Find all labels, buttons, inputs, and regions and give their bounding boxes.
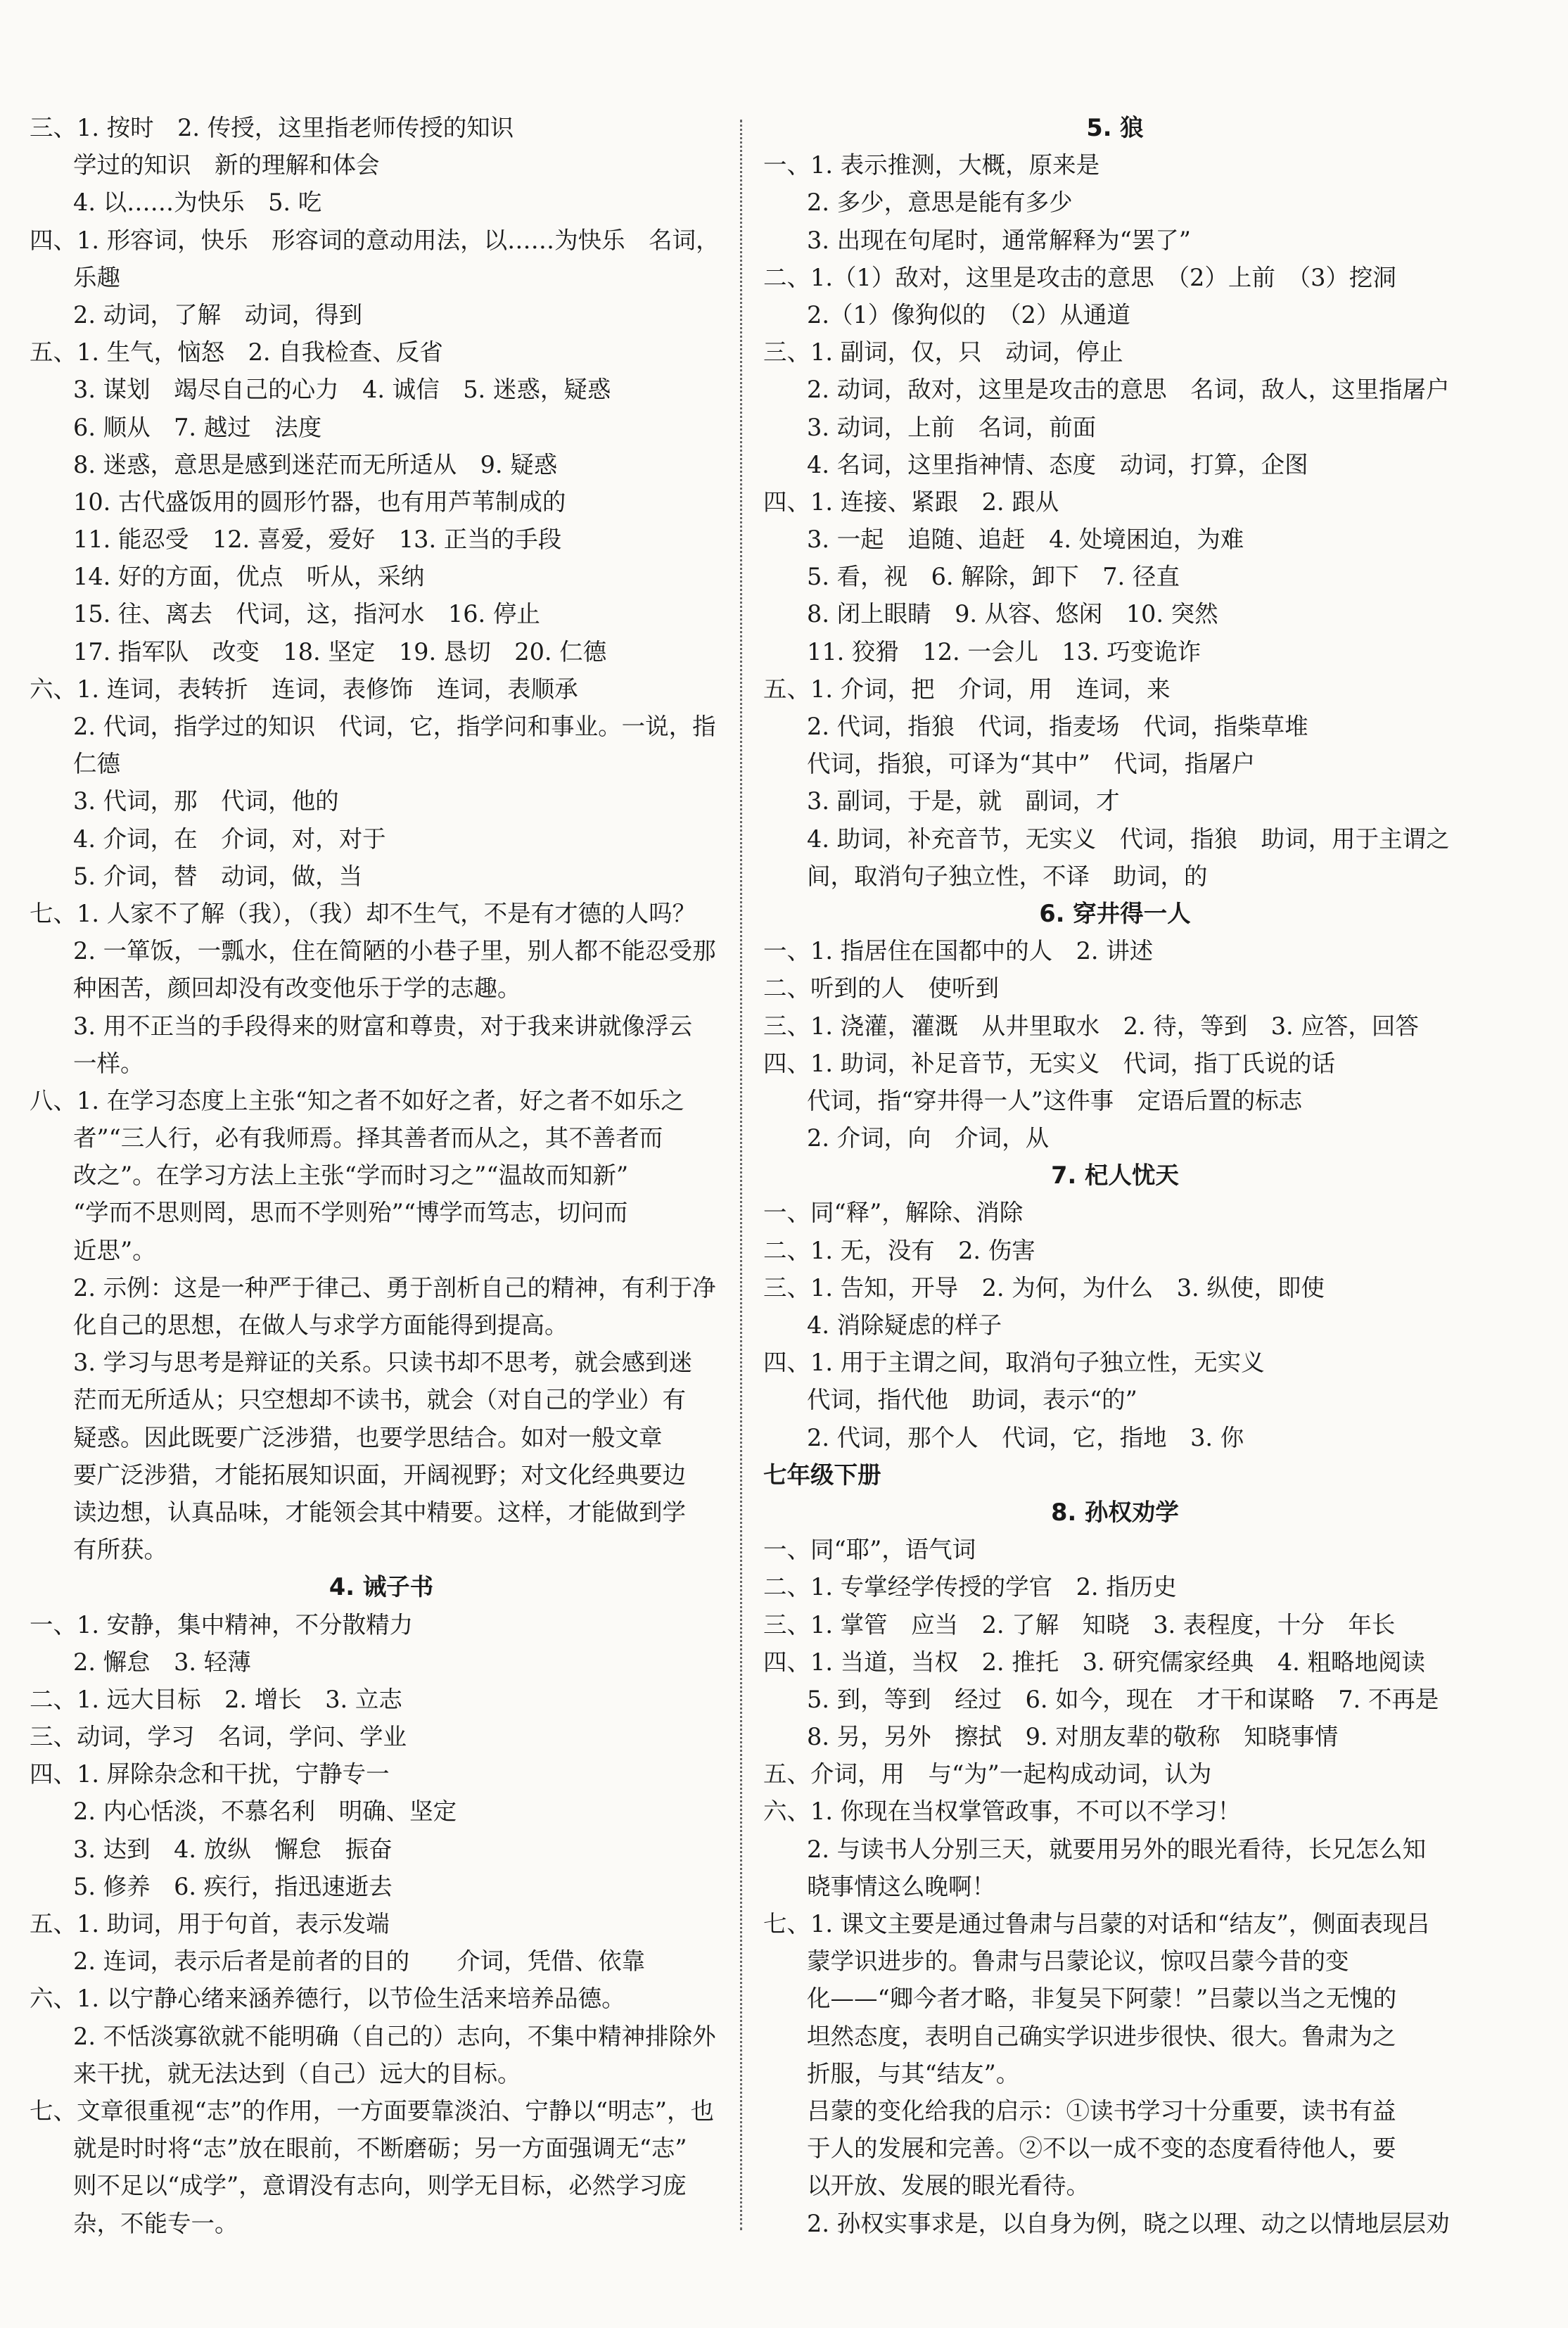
answer-line: 代词，指“穿井得一人”这件事 定语后置的标志 (807, 1086, 1303, 1114)
answer-line: 读边想，认真品味，才能领会其中精要。这样，才能做到学 (73, 1498, 686, 1526)
answer-line: 五、介词，用 与“为”一起构成动词，认为 (763, 1760, 1212, 1788)
answer-line: 坦然态度，表明自己确实学识进步很快、很大。鲁肃为之 (807, 2022, 1396, 2050)
answer-line: 一、1. 安静，集中精神，不分散精力 (30, 1610, 414, 1639)
answer-line: 3. 谋划 竭尽自己的心力 4. 诚信 5. 迷惑，疑惑 (73, 376, 611, 404)
answer-line: 三、1. 按时 2. 传授，这里指老师传授的知识 (30, 114, 514, 141)
answer-line: 杂，不能专一。 (73, 2209, 238, 2237)
answer-line: 六、1. 你现在当权掌管政事，不可以不学习！ (763, 1798, 1242, 1826)
answer-line: 四、1. 屏除杂念和干扰，宁静专一 (30, 1760, 390, 1788)
answer-line: 2. 代词，指狼 代词，指麦场 代词，指柴草堆 (807, 713, 1308, 740)
answer-line: 间，取消句子独立性，不译 助词，的 (807, 862, 1208, 890)
answer-line: 2. 多少，意思是能有多少 (807, 189, 1073, 217)
answer-line: 五、1. 生气，恼怒 2. 自我检查、反省 (30, 338, 443, 367)
answer-line: 5. 修养 6. 疾行，指迅速逝去 (73, 1872, 393, 1900)
answer-line: 一、1. 表示推测，大概，原来是 (763, 151, 1100, 179)
answer-line: 七、文章很重视“志”的作用，一方面要靠淡泊、宁静以“明志”，也 (30, 2097, 715, 2125)
section-heading: 5. 狼 (1086, 114, 1144, 141)
answer-line: 2. 内心恬淡，不慕名利 明确、坚定 (73, 1798, 457, 1826)
answer-line: 仁德 (73, 750, 120, 778)
answer-line: 2. 代词，指学过的知识 代词，它，指学问和事业。一说，指 (73, 713, 716, 740)
answer-line: 则不足以“成学”，意谓没有志向，则学无目标，必然学习庞 (73, 2172, 687, 2200)
answer-line: 11. 能忍受 12. 喜爱，爱好 13. 正当的手段 (73, 526, 562, 554)
answer-line: 要广泛涉猎，才能拓展知识面，开阔视野；对文化经典要边 (73, 1461, 686, 1489)
answer-line: 一、同“耶”，语气词 (763, 1536, 976, 1564)
answer-line: 三、动词，学习 名词，学问、学业 (30, 1723, 407, 1751)
answer-line: 二、1. 远大目标 2. 增长 3. 立志 (30, 1685, 402, 1713)
answer-line: 种困苦，颜回却没有改变他乐于学的志趣。 (73, 974, 521, 1003)
answer-line: 化自己的思想，在做人与求学方面能得到提高。 (73, 1311, 568, 1339)
answer-line: 晓事情这么晚啊！ (807, 1872, 995, 1900)
answer-line: 5. 到，等到 经过 6. 如今，现在 才干和谋略 7. 不再是 (807, 1685, 1439, 1713)
answer-line: 折服，与其“结友”。 (807, 2059, 1020, 2087)
answer-line: 2. 介词，向 介词，从 (807, 1124, 1050, 1152)
answer-line: 化——“卿今者才略，非复吴下阿蒙！”吕蒙以当之无愧的 (807, 1985, 1397, 2013)
answer-line: 2. 动词，了解 动词，得到 (73, 300, 363, 329)
left-column (30, 109, 733, 2242)
answer-line: 8. 闭上眼睛 9. 从容、悠闲 10. 突然 (807, 600, 1218, 628)
answer-line: 4. 以……为快乐 5. 吃 (73, 189, 322, 217)
answer-line: 六、1. 以宁静心绪来涵养德行，以节俭生活来培养品德。 (30, 1985, 625, 2013)
answer-line: 四、1. 用于主谓之间，取消句子独立性，无实义 (763, 1349, 1265, 1377)
answer-line: 一、1. 指居住在国都中的人 2. 讲述 (763, 937, 1154, 965)
answer-line: 4. 介词，在 介词，对，对于 (73, 825, 386, 853)
answer-line: 3. 副词，于是，就 副词，才 (807, 787, 1120, 815)
answer-line: 于人的发展和完善。②不以一成不变的态度看待他人，要 (807, 2135, 1396, 2163)
answer-line: 来干扰，就无法达到（自己）远大的目标。 (73, 2059, 521, 2087)
answer-line: 15. 往、离去 代词，这，指河水 16. 停止 (73, 600, 540, 628)
answer-line: 以开放、发展的眼光看待。 (807, 2172, 1090, 2200)
answer-line: 三、1. 掌管 应当 2. 了解 知晓 3. 表程度，十分 年长 (763, 1610, 1396, 1639)
answer-line: “学而不思则罔，思而不学则殆”“博学而笃志，切问而 (73, 1199, 628, 1227)
answer-line: 四、1. 当道，当权 2. 推托 3. 研究儒家经典 4. 粗略地阅读 (763, 1648, 1425, 1676)
answer-line: 2. 动词，敌对，这里是攻击的意思 名词，敌人，这里指屠户 (807, 376, 1450, 404)
answer-line: 4. 名词，这里指神情、态度 动词，打算，企图 (807, 450, 1308, 478)
answer-line: 3. 学习与思考是辩证的关系。只读书却不思考，就会感到迷 (73, 1349, 693, 1377)
answer-line: 二、1. 专掌经学传授的学官 2. 指历史 (763, 1573, 1177, 1601)
answer-line: 2. 连词，表示后者是前者的目的 介词，凭借、依靠 (73, 1947, 646, 1976)
answer-line: 4. 消除疑虑的样子 (807, 1311, 1002, 1339)
answer-line: 2. 与读书人分别三天，就要用另外的眼光看待，长兄怎么知 (807, 1835, 1427, 1863)
answer-line: 2. 孙权实事求是，以自身为例，晓之以理、动之以情地层层劝 (807, 2209, 1450, 2237)
answer-line: 4. 助词，补充音节，无实义 代词，指狼 助词，用于主谓之 (807, 825, 1450, 853)
grade-heading: 七年级下册 (763, 1461, 881, 1489)
answer-line: 吕蒙的变化给我的启示：①读书学习十分重要，读书有益 (807, 2097, 1396, 2125)
answer-line: 三、1. 副词，仅，只 动词，停止 (763, 338, 1123, 367)
section-heading: 4. 诫子书 (329, 1573, 434, 1601)
answer-line: 3. 达到 4. 放纵 懈怠 振奋 (73, 1835, 393, 1863)
answer-line: 三、1. 告知，开导 2. 为何，为什么 3. 纵使，即使 (763, 1273, 1325, 1302)
answer-line: 11. 狡猾 12. 一会儿 13. 巧变诡诈 (807, 637, 1202, 666)
section-heading: 6. 穿井得一人 (1039, 899, 1191, 927)
answer-line: 14. 好的方面，优点 听从，采纳 (73, 563, 425, 591)
answer-line: 2. 懈怠 3. 轻薄 (73, 1648, 251, 1676)
section-heading: 7. 杞人忧天 (1051, 1162, 1179, 1190)
answer-line: 六、1. 连词，表转折 连词，表修饰 连词，表顺承 (30, 675, 578, 703)
answer-line: 代词，指狼，可译为“其中” 代词，指屠户 (807, 750, 1256, 778)
answer-line: 3. 出现在句尾时，通常解释为“罢了” (807, 226, 1191, 254)
answer-line: 二、听到的人 使听到 (763, 974, 999, 1003)
answer-line: 就是时时将“志”放在眼前，不断磨砺；另一方面强调无“志” (73, 2135, 687, 2163)
answer-line: 七、1. 课文主要是通过鲁肃与吕蒙的对话和“结友”，侧面表现吕 (763, 1910, 1430, 1938)
answer-line: 10. 古代盛饭用的圆形竹器，也有用芦苇制成的 (73, 488, 566, 516)
answer-line: 八、1. 在学习态度上主张“知之者不如好之者，好之者不如乐之 (30, 1086, 684, 1114)
answer-line: 8. 迷惑，意思是感到迷茫而无所适从 9. 疑惑 (73, 450, 558, 478)
right-column (763, 109, 1467, 2242)
answer-line: 疑惑。因此既要广泛涉猎，也要学思结合。如对一般文章 (73, 1423, 663, 1451)
answer-line: 5. 介词，替 动词，做，当 (73, 862, 363, 890)
section-heading: 8. 孙权劝学 (1051, 1498, 1179, 1526)
answer-line: 四、1. 连接、紧跟 2. 跟从 (763, 488, 1059, 516)
answer-line: 七、1. 人家不了解（我），（我）却不生气，不是有才德的人吗？ (30, 899, 696, 927)
answer-line: 三、1. 浇灌，灌溉 从井里取水 2. 待，等到 3. 应答，回答 (763, 1012, 1419, 1040)
answer-line: 二、1. 无，没有 2. 伤害 (763, 1236, 1035, 1264)
answer-line: 5. 看，视 6. 解除，卸下 7. 径直 (807, 563, 1180, 591)
answer-line: 近思”。 (73, 1236, 156, 1264)
answer-line: 一、同“释”，解除、消除 (763, 1199, 1024, 1227)
answer-line: 17. 指军队 改变 18. 坚定 19. 恳切 20. 仁德 (73, 637, 607, 666)
answer-line: 五、1. 介词，把 介词，用 连词，来 (763, 675, 1171, 703)
answer-line: 2. 代词，那个人 代词，它，指地 3. 你 (807, 1423, 1244, 1451)
answer-line: 2. 一箪饭，一瓢水，住在简陋的小巷子里，别人都不能忍受那 (73, 937, 716, 965)
answer-line: 四、1. 形容词，快乐 形容词的意动用法，以……为快乐 名词， (30, 226, 720, 254)
answer-line: 五、1. 助词，用于句首，表示发端 (30, 1910, 390, 1938)
answer-line: 蒙学识进步的。鲁肃与吕蒙论议，惊叹吕蒙今昔的变 (807, 1947, 1349, 1976)
answer-line: 学过的知识 新的理解和体会 (73, 151, 380, 179)
answer-line: 乐趣 (73, 263, 120, 291)
answer-line: 6. 顺从 7. 越过 法度 (73, 413, 322, 441)
answer-line: 2.（1）像狗似的 （2）从通道 (807, 300, 1130, 329)
answer-line: 一样。 (73, 1049, 144, 1077)
answer-line: 2. 不恬淡寡欲就不能明确（自己的）志向，不集中精神排除外 (73, 2022, 716, 2050)
answer-line: 改之”。在学习方法上主张“学而时习之”“温故而知新” (73, 1162, 629, 1190)
answer-line: 3. 用不正当的手段得来的财富和尊贵，对于我来讲就像浮云 (73, 1012, 693, 1040)
answer-line: 者”“三人行，必有我师焉。择其善者而从之，其不善者而 (73, 1124, 663, 1152)
answer-line: 3. 一起 追随、追赶 4. 处境困迫，为难 (807, 526, 1244, 554)
answer-line: 茫而无所适从；只空想却不读书，就会（对自己的学业）有 (73, 1386, 686, 1414)
column-divider (740, 120, 742, 2230)
answer-line: 8. 另，另外 擦拭 9. 对朋友辈的敬称 知晓事情 (807, 1723, 1339, 1751)
answer-line: 3. 代词，那 代词，他的 (73, 787, 339, 815)
answer-line: 2. 示例：这是一种严于律己、勇于剖析自己的精神，有利于净 (73, 1273, 716, 1302)
answer-line: 3. 动词，上前 名词，前面 (807, 413, 1097, 441)
answer-line: 四、1. 助词，补足音节，无实义 代词，指丁氏说的话 (763, 1049, 1336, 1077)
answer-line: 有所获。 (73, 1536, 167, 1564)
answer-line: 代词，指代他 助词，表示“的” (807, 1386, 1137, 1414)
answer-line: 二、1.（1）敌对，这里是攻击的意思 （2）上前 （3）挖洞 (763, 263, 1396, 291)
